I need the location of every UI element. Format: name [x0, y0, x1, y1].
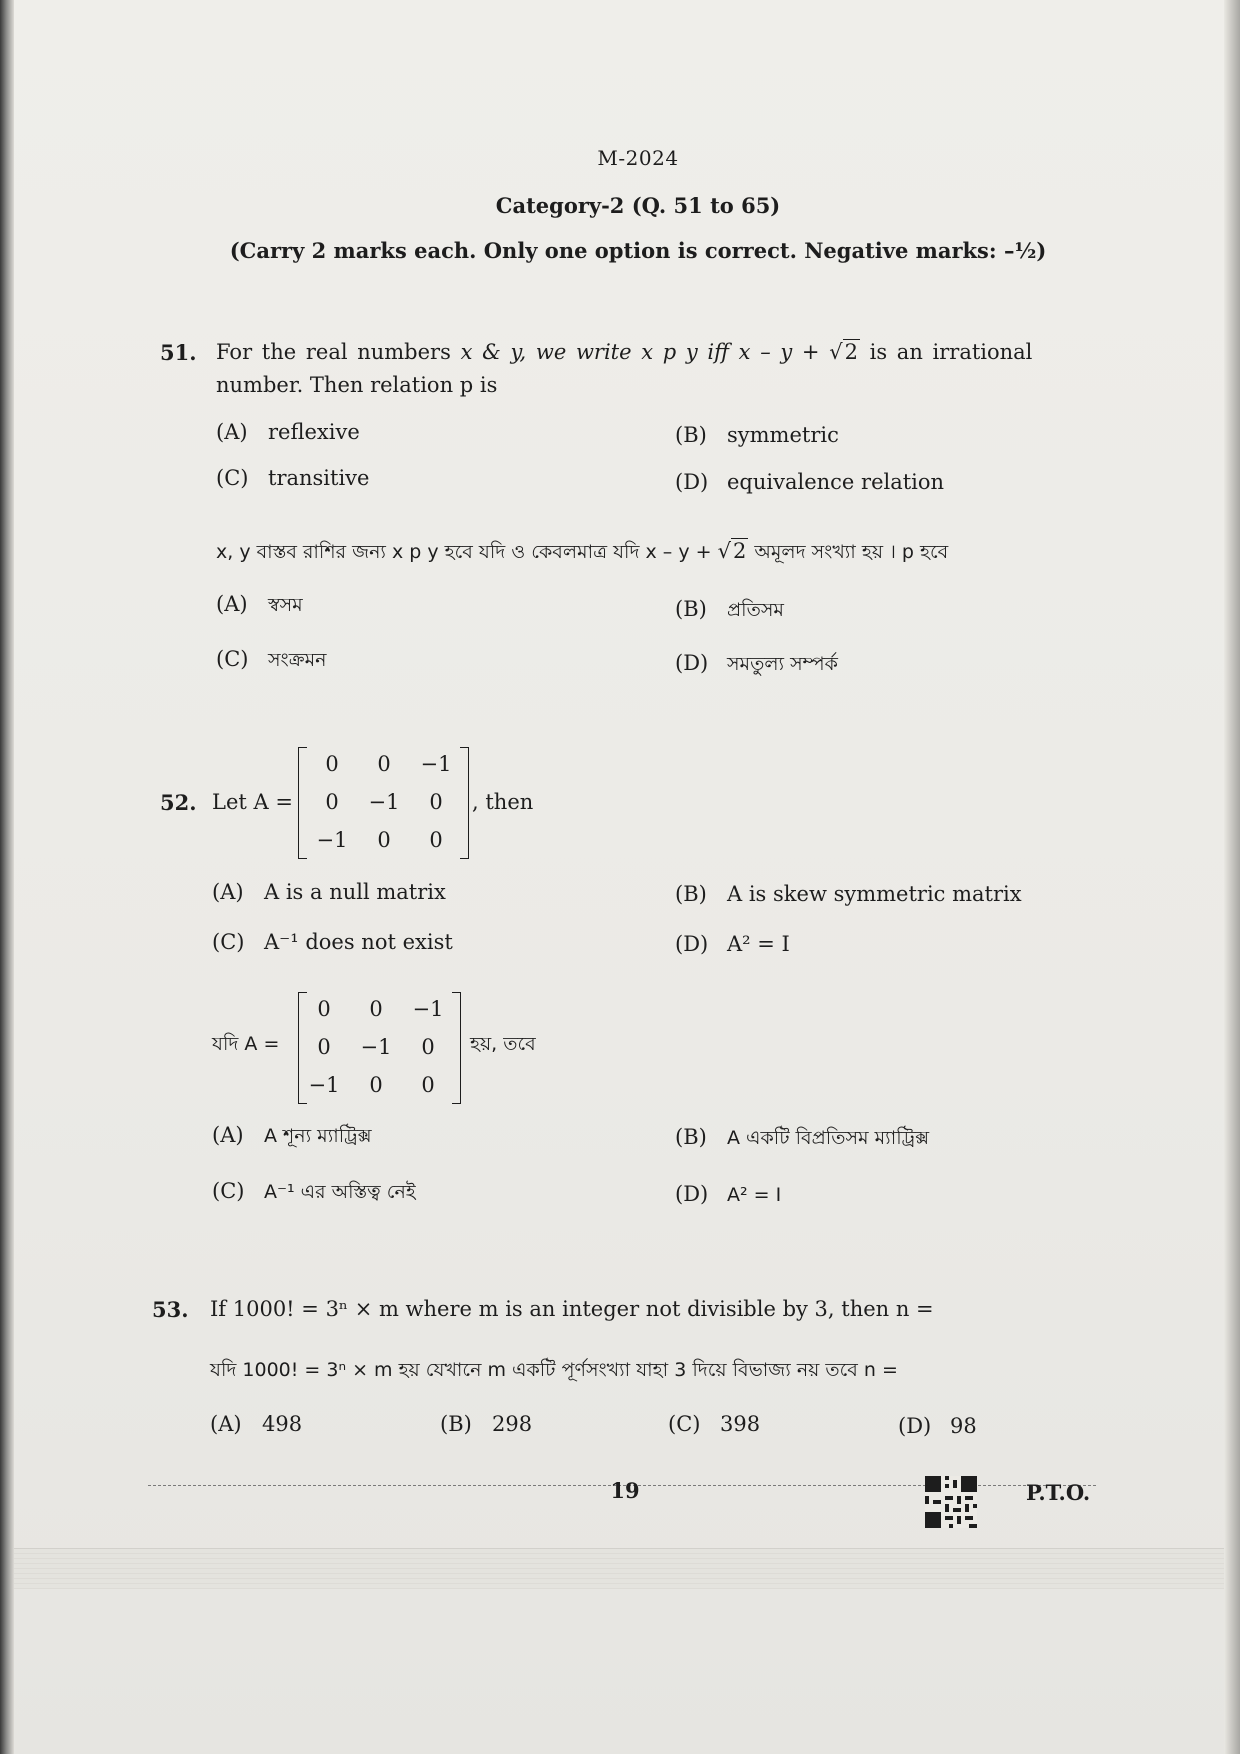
option-c	[668, 1412, 760, 1436]
marking-instructions: (Carry 2 marks each. Only one option is correct. Negative marks: –½)	[229, 238, 1047, 263]
matrix-cell: −1	[308, 1073, 340, 1097]
option-letter: (C)	[212, 1179, 245, 1203]
matrix-bn	[298, 990, 454, 1104]
option-c-bn	[216, 646, 327, 678]
question-number: 52.	[160, 790, 197, 815]
question-text-part: অমূলদ সংখ্যা হয় । p হবে	[754, 541, 949, 563]
option-text: 98	[950, 1414, 977, 1438]
option-text: A একটি বিপ্রতিসম ম্যাট্রিক্স	[727, 1127, 930, 1149]
matrix-cell: 0	[429, 790, 443, 814]
option-text: A² = I	[727, 1184, 782, 1206]
option-text: A² = I	[727, 932, 790, 956]
option-text: স্বসম	[268, 594, 303, 616]
option-text: symmetric	[727, 423, 839, 447]
question-text-en	[216, 340, 1032, 364]
option-text: 498	[262, 1412, 303, 1436]
option-text: A is a null matrix	[264, 880, 446, 904]
option-letter: (A)	[212, 1123, 244, 1147]
question-text-bn: যদি A =	[212, 1033, 280, 1055]
matrix-cell: 0	[421, 1035, 435, 1059]
sqrt-expression: √2	[717, 539, 747, 563]
question-text-bn	[216, 538, 948, 570]
question-text-bn: যদি 1000! = 3ⁿ × m হয় যেখানে m একটি পূর্ণসংখ্যা যাহা 3 দিয়ে বিভাজ্য নয় তবে n =	[210, 1359, 898, 1381]
page-number: 19	[610, 1478, 640, 1503]
matrix-cell: −1	[412, 997, 444, 1021]
matrix-cell: 0	[377, 828, 391, 852]
option-text: A⁻¹ does not exist	[264, 930, 453, 954]
option-d	[675, 470, 944, 494]
option-c	[216, 466, 369, 490]
question-text-en: Let A =	[212, 790, 293, 814]
matrix-cell: 0	[429, 828, 443, 852]
option-a-bn	[216, 591, 303, 623]
matrix-cell: −1	[368, 790, 400, 814]
sqrt-radicand: 2	[732, 539, 747, 563]
option-c	[212, 930, 453, 954]
sqrt-expression: √2	[829, 340, 858, 364]
question-number: 51.	[160, 340, 197, 365]
paper-code: M-2024	[597, 146, 679, 170]
matrix-cell: 0	[325, 790, 339, 814]
matrix-cell: 0	[369, 1073, 383, 1097]
option-letter: (B)	[675, 1125, 707, 1149]
question-text-part: x & y, we write x p y iff x – y +	[460, 340, 820, 364]
question-text-en: If 1000! = 3ⁿ × m where m is an integer not divisible by 3, then n =	[210, 1297, 934, 1321]
qr-code-icon	[925, 1476, 977, 1528]
matrix-cell: 0	[317, 1035, 331, 1059]
option-d	[898, 1414, 977, 1438]
question-number: 53.	[152, 1297, 189, 1322]
matrix-right-bracket	[452, 992, 461, 1104]
option-c-bn	[212, 1178, 416, 1210]
matrix-cell: 0	[325, 752, 339, 776]
matrix-cell: −1	[316, 828, 348, 852]
option-letter: (A)	[216, 592, 248, 616]
option-letter: (B)	[675, 597, 707, 621]
option-letter: (A)	[212, 880, 244, 904]
option-a	[212, 880, 446, 904]
option-letter: (D)	[675, 1182, 709, 1206]
option-text: transitive	[268, 466, 370, 490]
option-d-bn	[675, 1182, 781, 1206]
question-text-en-line2: number. Then relation p is	[216, 373, 498, 397]
option-letter: (D)	[675, 470, 709, 494]
option-letter: (C)	[668, 1412, 701, 1436]
option-letter: (D)	[675, 651, 709, 675]
option-letter: (C)	[212, 930, 245, 954]
matrix-cell: −1	[360, 1035, 392, 1059]
question-text-bn-suffix: হয়, তবে	[470, 1033, 536, 1055]
option-letter: (D)	[898, 1414, 932, 1438]
option-text: প্রতিসম	[727, 599, 784, 621]
matrix-cell: 0	[369, 997, 383, 1021]
option-letter: (A)	[210, 1412, 242, 1436]
option-a	[216, 420, 360, 444]
matrix-right-bracket	[460, 747, 469, 859]
option-b-bn	[675, 596, 784, 628]
option-letter: (C)	[216, 466, 249, 490]
option-letter: (C)	[216, 647, 249, 671]
question-text-part: x, y বাস্তব রাশির জন্য x p y হবে যদি ও কেবলমাত্র যদি x – y +	[216, 541, 712, 563]
option-letter: (A)	[216, 420, 248, 444]
option-text: সংক্রমন	[268, 649, 327, 671]
option-text: reflexive	[268, 420, 360, 444]
matrix-en	[306, 745, 462, 859]
question-text-part: is an irrational	[869, 340, 1033, 364]
option-letter: (D)	[675, 932, 709, 956]
option-text: equivalence relation	[727, 470, 945, 494]
matrix-cell: 0	[377, 752, 391, 776]
option-b	[440, 1412, 532, 1436]
option-text: সমতুল্য সম্পর্ক	[727, 653, 838, 675]
option-text: 398	[720, 1412, 761, 1436]
option-letter: (B)	[440, 1412, 472, 1436]
option-b	[675, 882, 1022, 906]
option-letter: (B)	[675, 882, 707, 906]
option-a	[210, 1412, 302, 1436]
question-text-en-suffix: , then	[472, 790, 534, 814]
option-text: A⁻¹ এর অস্তিত্ব নেই	[264, 1181, 416, 1203]
category-title: Category-2 (Q. 51 to 65)	[495, 193, 781, 218]
question-text-part: For the real numbers	[216, 340, 451, 364]
option-d-bn	[675, 650, 838, 682]
matrix-cell: −1	[420, 752, 452, 776]
option-a-bn	[212, 1122, 372, 1154]
please-turn-over: P.T.O.	[1026, 1480, 1091, 1505]
option-b-bn	[675, 1124, 929, 1156]
option-b	[675, 423, 839, 447]
option-text: A is skew symmetric matrix	[727, 882, 1022, 906]
matrix-cell: 0	[317, 997, 331, 1021]
option-text: A শূন্য ম্যাট্রিক্স	[264, 1125, 372, 1147]
sqrt-radicand: 2	[844, 340, 858, 364]
option-d	[675, 932, 790, 956]
matrix-cell: 0	[421, 1073, 435, 1097]
option-letter: (B)	[675, 423, 707, 447]
paper-stack-edge	[14, 1548, 1224, 1589]
option-text: 298	[492, 1412, 533, 1436]
